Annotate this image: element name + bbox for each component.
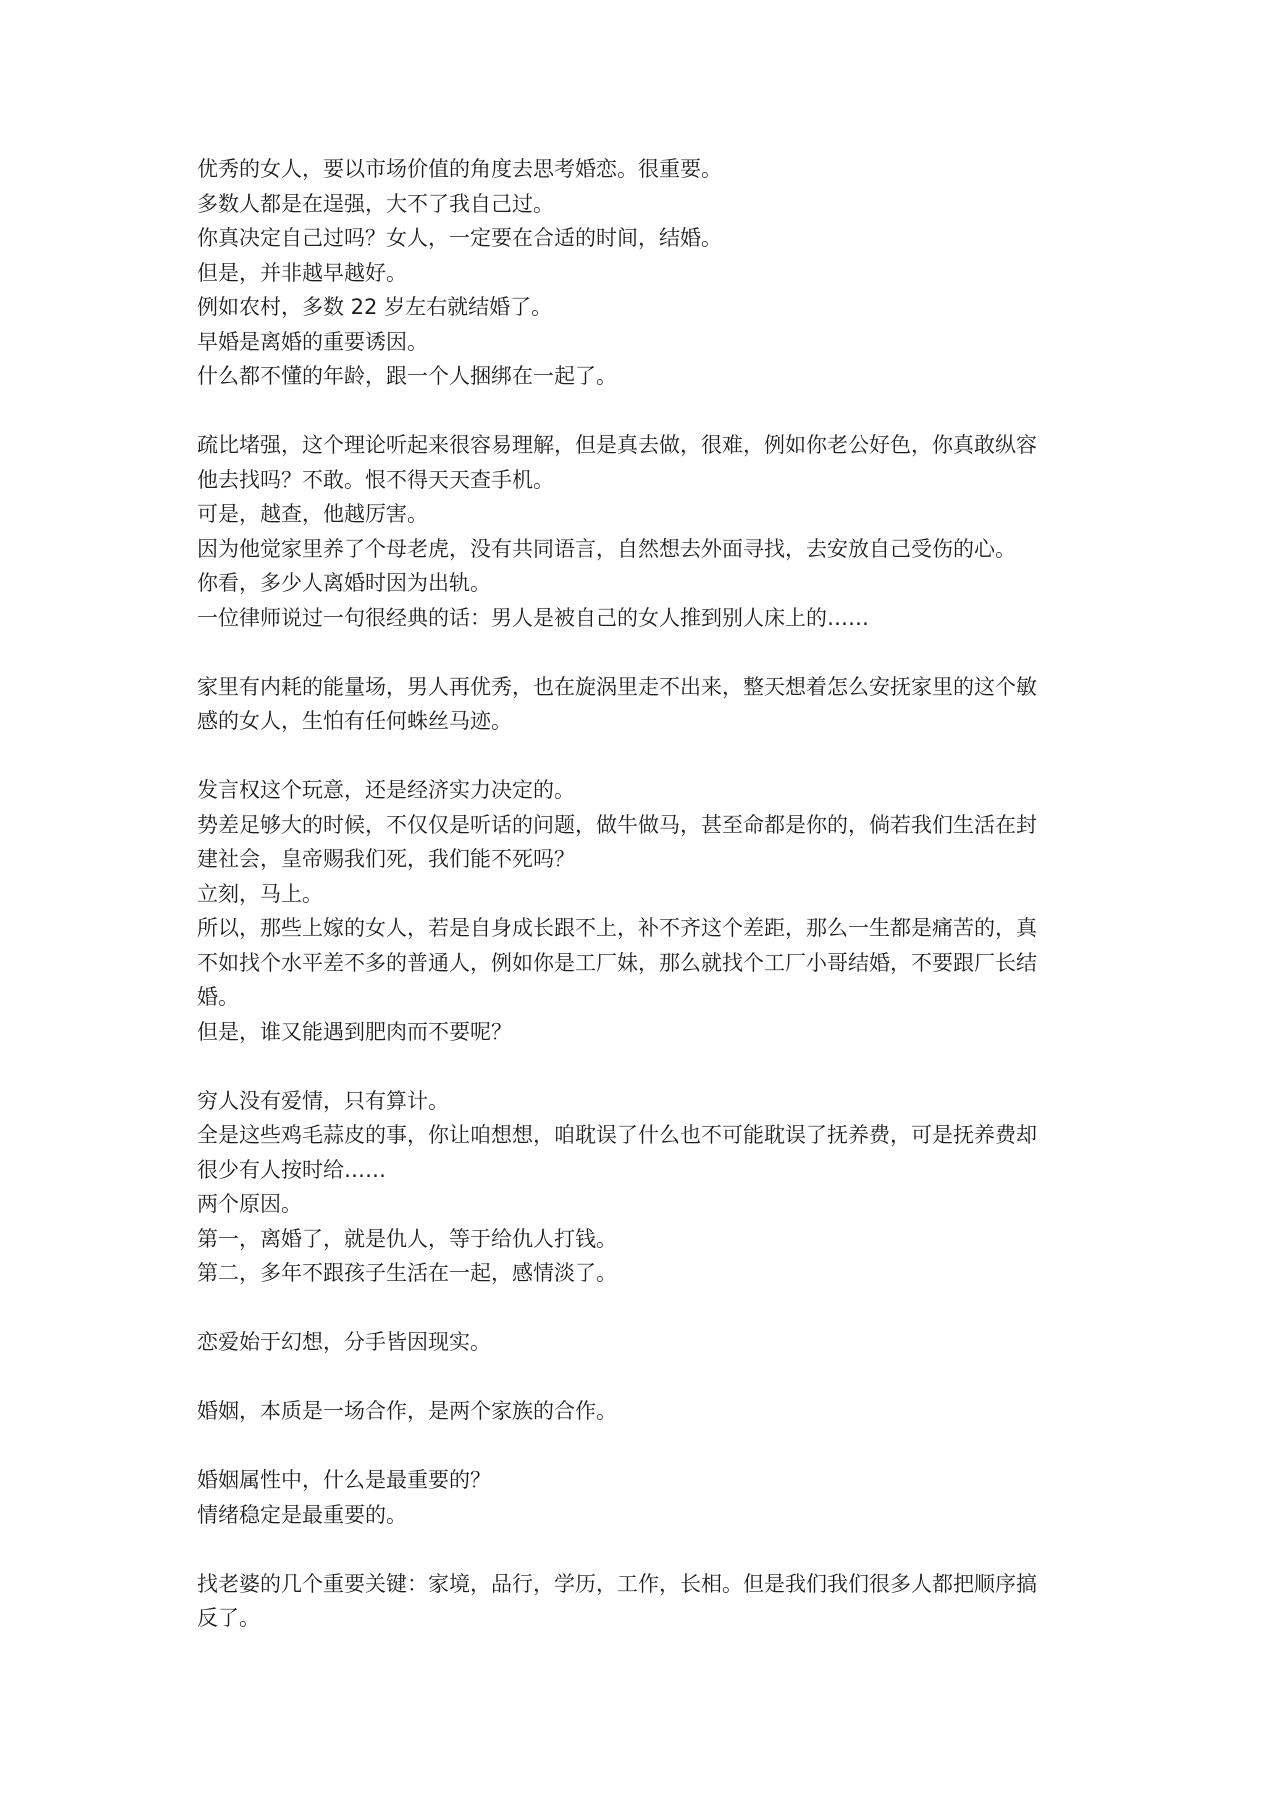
- paragraph-9: [197, 1567, 1097, 1636]
- text-line: 情绪稳定是最重要的。: [197, 1502, 407, 1527]
- text-line: 你看，多少人离婚时因为出轨。: [197, 571, 491, 595]
- paragraph-8: [197, 1463, 1097, 1532]
- paragraph-3: [197, 670, 1097, 739]
- text-line: 很少有人按时给……: [197, 1157, 386, 1182]
- text-line: 例如农村，多数 22 岁左右就结婚了。: [197, 295, 553, 319]
- paragraph-5: [197, 1084, 1097, 1291]
- paragraph-2: [197, 428, 1097, 635]
- text-line: 恋爱始于幻想，分手皆因现实。: [197, 1330, 491, 1354]
- text-line: 建社会，皇帝赐我们死，我们能不死吗？: [197, 847, 575, 871]
- text-line: 但是，谁又能遇到肥肉而不要呢？: [197, 1019, 512, 1044]
- text-line: 立刻，马上。: [197, 881, 323, 906]
- text-line: 他去找吗？不敢。恨不得天天查手机。: [197, 467, 554, 492]
- text-line: 多数人都是在逞强，大不了我自己过。: [197, 191, 554, 216]
- text-line: 所以，那些上嫁的女人，若是自身成长跟不上，补不齐这个差距，那么一生都是痛苦的，真: [197, 916, 1037, 940]
- text-line: 发言权这个玩意，还是经济实力决定的。: [197, 778, 575, 802]
- text-line: 全是这些鸡毛蒜皮的事，你让咱想想，咱耽误了什么也不可能耽误了抚养费，可是抚养费却: [197, 1123, 1037, 1147]
- text-line: 但是，并非越早越好。: [197, 260, 407, 285]
- text-line: 因为他觉家里养了个母老虎，没有共同语言，自然想去外面寻找，去安放自己受伤的心。: [197, 536, 1016, 561]
- text-line: 可是，越查，他越厉害。: [197, 502, 428, 526]
- text-line: 第一，离婚了，就是仇人，等于给仇人打钱。: [197, 1226, 617, 1251]
- text-line: 势差足够大的时候，不仅仅是听话的问题，做牛做马，甚至命都是你的，倘若我们生活在封: [197, 812, 1037, 837]
- text-line: 第二，多年不跟孩子生活在一起，感情淡了。: [197, 1261, 617, 1285]
- text-line: 早婚是离婚的重要诱因。: [197, 329, 428, 354]
- text-line: 疏比堵强，这个理论听起来很容易理解，但是真去做，很难，例如你老公好色，你真敢纵容: [197, 433, 1037, 457]
- text-line: 两个原因。: [197, 1192, 302, 1216]
- paragraph-7: [197, 1394, 1097, 1429]
- text-line: 找老婆的几个重要关键：家境，品行，学历，工作，长相。但是我们我们很多人都把顺序搞: [197, 1571, 1037, 1596]
- paragraph-6: [197, 1325, 1097, 1360]
- text-line: 你真决定自己过吗？女人，一定要在合适的时间，结婚。: [197, 226, 722, 250]
- text-line: 婚。: [197, 985, 239, 1009]
- text-line: 不如找个水平差不多的普通人，例如你是工厂妹，那么就找个工厂小哥结婚，不要跟厂长结: [197, 950, 1037, 975]
- text-line: 穷人没有爱情，只有算计。: [197, 1088, 449, 1113]
- document-page: [197, 152, 1097, 1636]
- paragraph-1: [197, 152, 1097, 394]
- text-line: 反了。: [197, 1606, 260, 1630]
- text-line: 优秀的女人，要以市场价值的角度去思考婚恋。很重要。: [197, 157, 722, 181]
- text-line: 婚姻，本质是一场合作，是两个家族的合作。: [197, 1399, 617, 1423]
- text-line: 家里有内耗的能量场，男人再优秀，也在旋涡里走不出来，整天想着怎么安抚家里的这个敏: [197, 674, 1037, 699]
- text-line: 婚姻属性中，什么是最重要的？: [197, 1468, 491, 1492]
- paragraph-4: [197, 773, 1097, 1049]
- text-line: 感的女人，生怕有任何蛛丝马迹。: [197, 709, 512, 733]
- text-line: 什么都不懂的年龄，跟一个人捆绑在一起了。: [197, 364, 617, 388]
- text-line: 一位律师说过一句很经典的话：男人是被自己的女人推到别人床上的……: [197, 605, 869, 630]
